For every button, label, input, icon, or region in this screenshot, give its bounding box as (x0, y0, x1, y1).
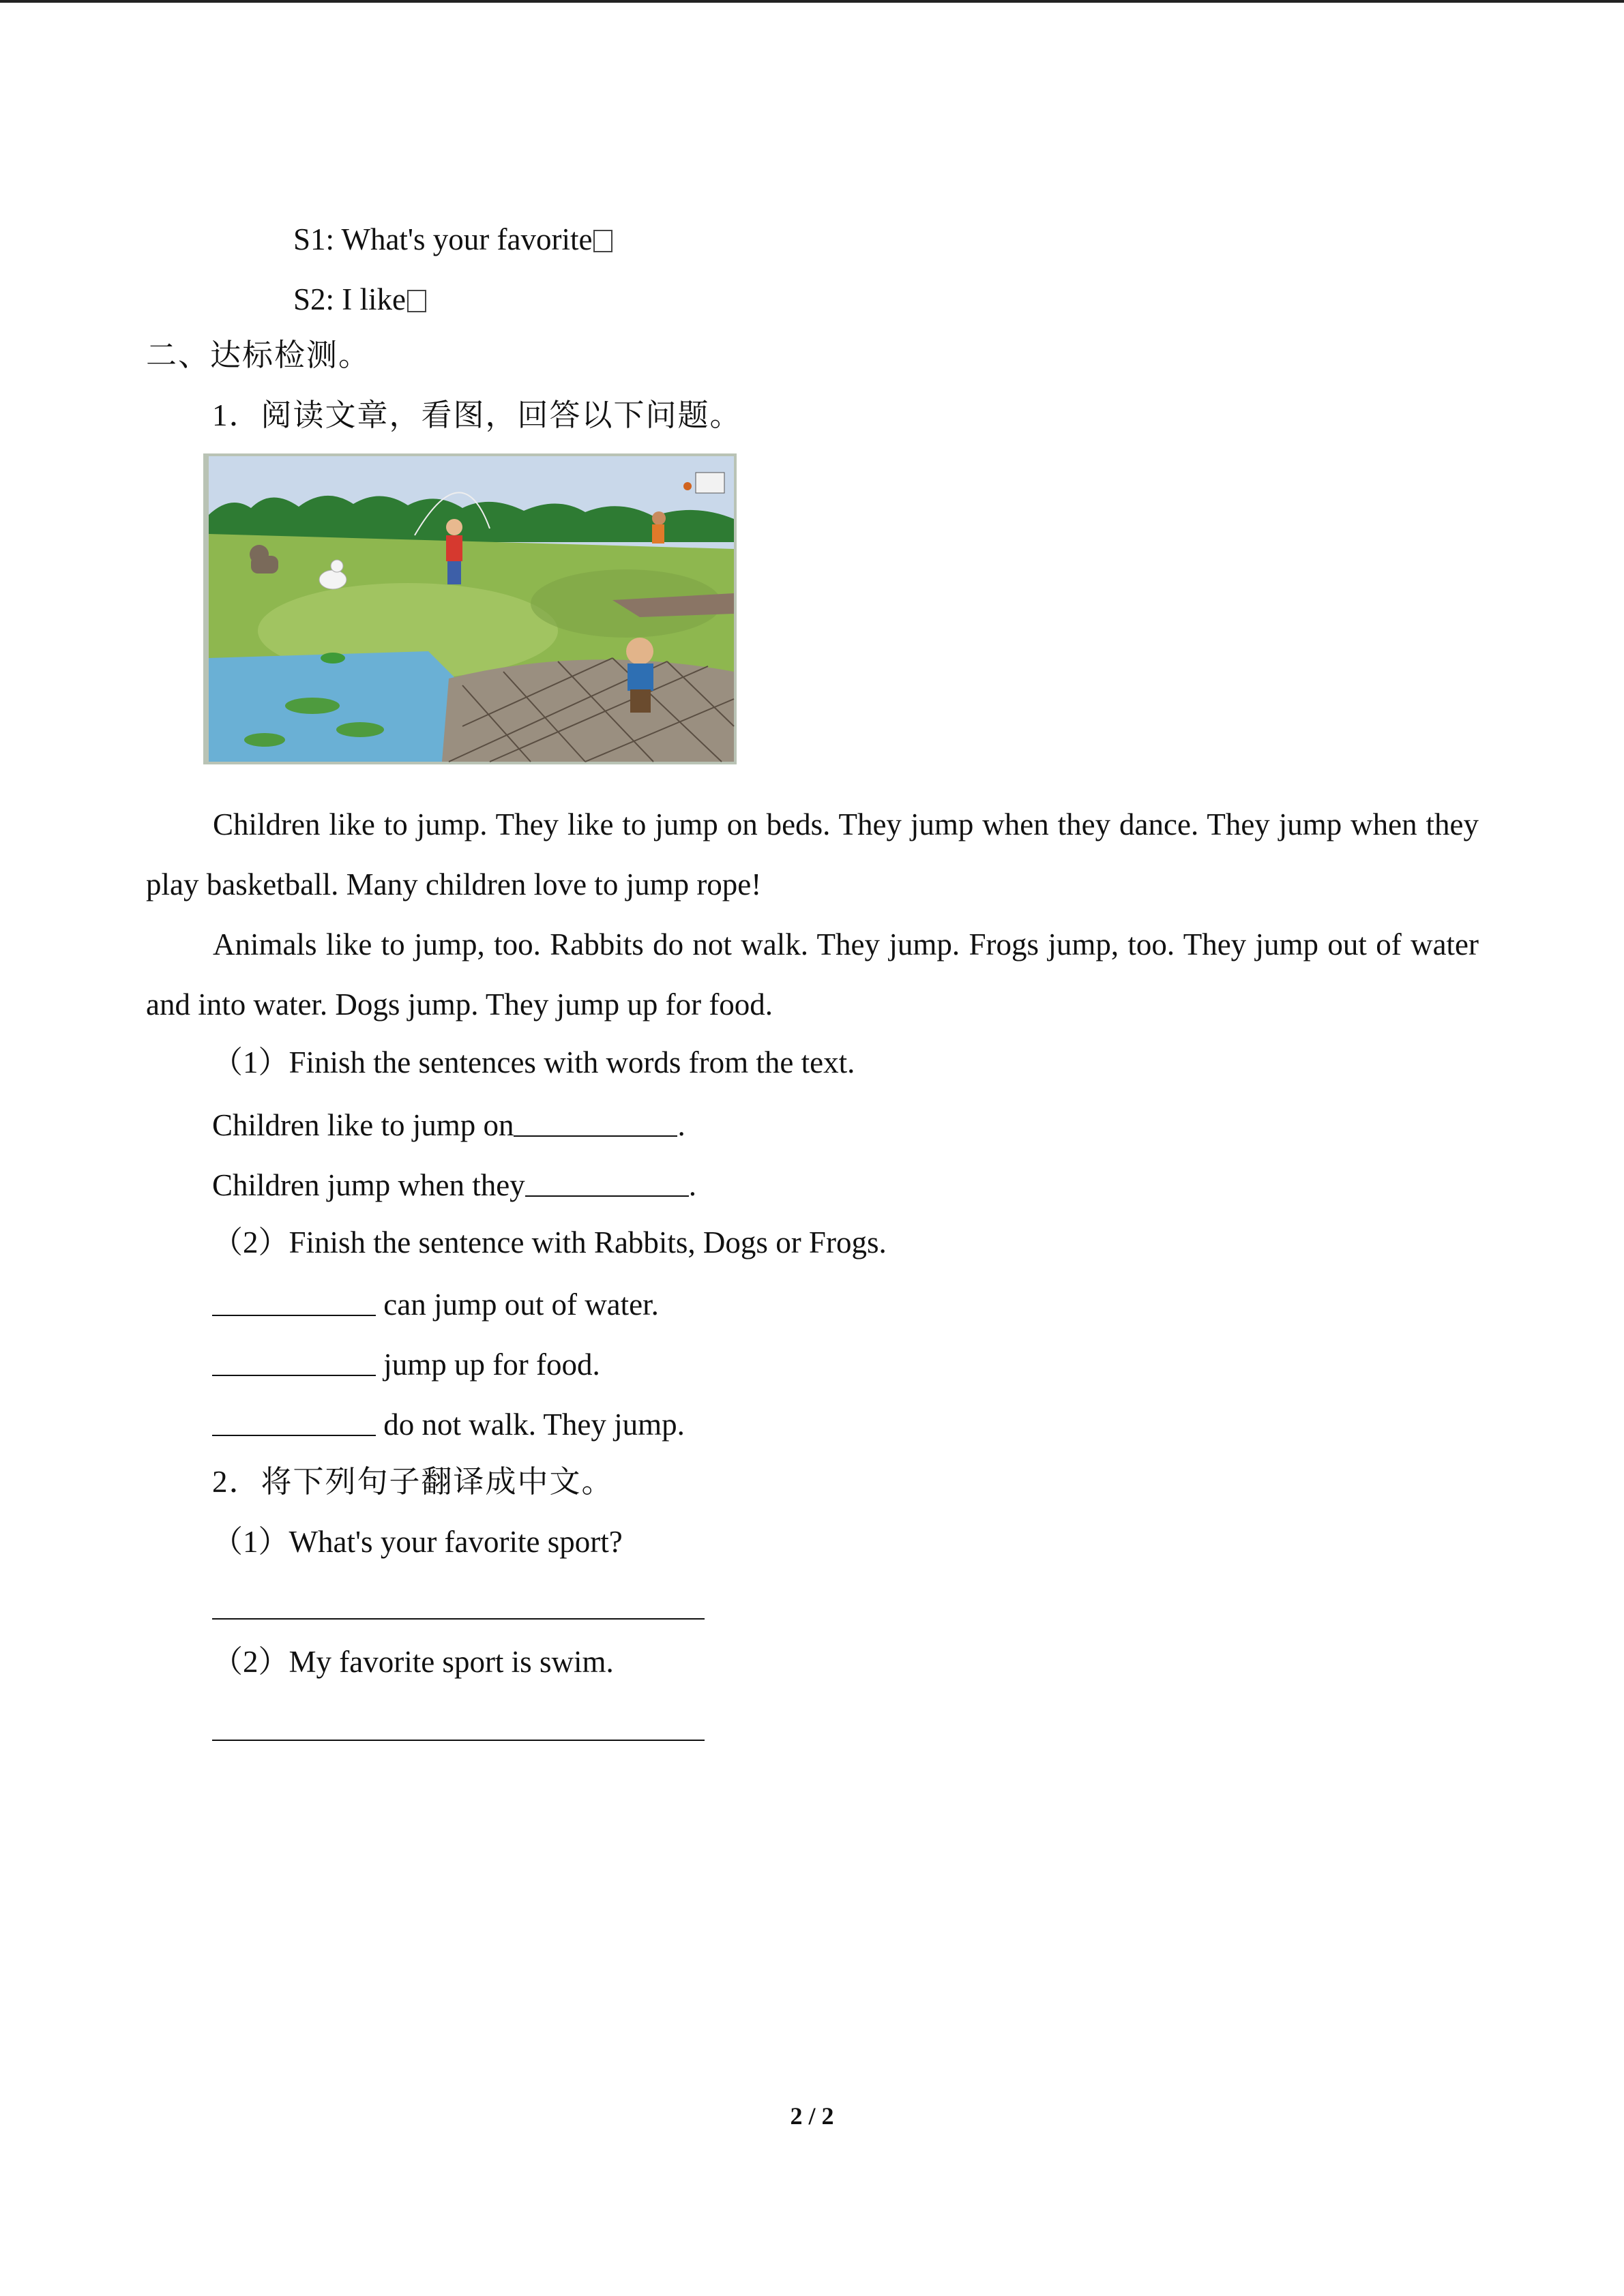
frog (321, 653, 345, 664)
fill-animal-2 (212, 1345, 600, 1384)
blank-box-icon (407, 290, 426, 312)
answer-blank[interactable] (212, 1287, 376, 1316)
part-2-instruction: （2）Finish the sentence with Rabbits, Dogs or Frogs. (212, 1225, 887, 1259)
children-and-animals-jumping-illustration (203, 453, 737, 764)
passage-paragraph-2: Animals like to jump, too. Rabbits do not walk. They jump. Frogs jump, too. They jump out of water and into water. Dogs jump. They jump up for food. (146, 927, 1479, 1022)
dialog-s1-text: S1: What's your favorite (293, 222, 593, 256)
blank-box-icon (593, 230, 612, 252)
answer-blank[interactable] (212, 1407, 376, 1436)
part-1-instruction: （1）Finish the sentences with words from the text. (212, 1045, 855, 1079)
top-border (0, 0, 1624, 3)
fill-sentence-2 (212, 1165, 696, 1205)
page-number: 2 / 2 (790, 2102, 834, 2130)
fill-sentence-1 (212, 1105, 685, 1145)
answer-line-2[interactable] (212, 1740, 705, 1741)
hoop (696, 473, 724, 493)
answer-line-1[interactable] (212, 1618, 705, 1620)
fill-animal-3-text: do not walk. They jump. (376, 1407, 685, 1442)
question-2-title: 2．将下列句子翻译成中文。 (212, 1465, 614, 1499)
answer-blank[interactable] (514, 1108, 677, 1137)
translate-item-1: （1）What's your favorite sport? (212, 1525, 623, 1559)
translate-item-2: （2）My favorite sport is swim. (212, 1645, 614, 1679)
dialog-line-s1 (293, 220, 612, 259)
answer-blank[interactable] (212, 1347, 376, 1376)
fill-animal-3 (212, 1405, 685, 1444)
sentence-end: . (688, 1168, 696, 1202)
question-1-title: 1．阅读文章，看图，回答以下问题。 (212, 398, 742, 432)
dialog-line-s2 (293, 280, 426, 319)
fill-sentence-2-text: Children jump when they (212, 1168, 525, 1202)
fill-animal-2-text: jump up for food. (376, 1347, 600, 1382)
sentence-end: . (677, 1108, 685, 1142)
fill-sentence-1-text: Children like to jump on (212, 1108, 514, 1142)
section-heading: 二、达标检测。 (146, 338, 371, 372)
fill-animal-1-text: can jump out of water. (376, 1287, 659, 1322)
answer-blank[interactable] (525, 1168, 689, 1197)
dialog-s2-text: S2: I like (293, 282, 406, 316)
rabbit (319, 570, 346, 589)
passage-paragraph-1: Children like to jump. They like to jump on beds. They jump when they dance. They jump when they play basketball. Many children love to jump rope! (146, 807, 1479, 901)
fill-animal-1 (212, 1285, 659, 1324)
basketball-boy (652, 511, 666, 525)
trampoline-boy (626, 638, 653, 665)
girl (446, 519, 462, 535)
